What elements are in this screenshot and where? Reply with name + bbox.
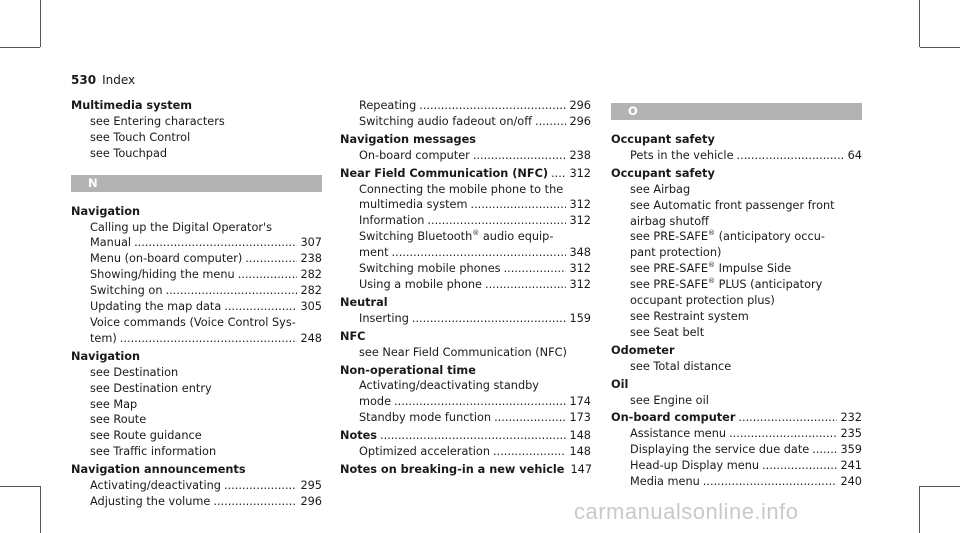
- see-reference[interactable]: airbag shutoff: [630, 214, 709, 228]
- see-reference[interactable]: see Traffic information: [90, 445, 217, 459]
- section-letter-n: N: [71, 175, 322, 192]
- index-entry-non-operational-time: [340, 363, 591, 427]
- index-entry-oil: [611, 377, 862, 409]
- entry-heading: Odometer: [611, 343, 675, 357]
- subentry-text: Activating/deactivating standby: [359, 379, 539, 393]
- subentry-row[interactable]: [340, 277, 591, 293]
- subentry-row[interactable]: [340, 98, 591, 114]
- subentry-label: On-board computer: [359, 148, 470, 162]
- reference-part: see PRE-SAFE: [630, 262, 708, 276]
- see-reference[interactable]: [611, 261, 862, 277]
- see-reference[interactable]: see Total distance: [630, 359, 732, 373]
- subentry-text-part: audio equip-: [479, 230, 554, 244]
- entry-heading: Navigation messages: [340, 132, 477, 146]
- leader-dots: [134, 235, 297, 251]
- subentry-row[interactable]: [71, 251, 322, 267]
- subentry-label: Using a mobile phone: [359, 277, 482, 291]
- subentry-label: Inserting: [359, 311, 409, 325]
- entry-heading: Notes on breaking-in a new vehicle: [340, 462, 565, 476]
- subentry-label: tem): [90, 331, 117, 345]
- subentry-label: Manual: [90, 236, 132, 250]
- subentry-row[interactable]: [340, 394, 591, 410]
- page-ref[interactable]: 148: [569, 429, 591, 443]
- see-reference[interactable]: see Airbag: [630, 182, 691, 196]
- reference-part: (anticipatory occu-: [715, 230, 825, 244]
- registered-mark: ®: [708, 277, 715, 286]
- see-reference[interactable]: see Touch Control: [90, 130, 191, 144]
- leader-dots: [812, 442, 837, 458]
- page-ref[interactable]: 238: [569, 148, 591, 162]
- entry-heading: Navigation announcements: [71, 463, 246, 477]
- leader-dots: [213, 494, 297, 510]
- page-ref[interactable]: 240: [840, 475, 862, 489]
- registered-mark: ®: [708, 261, 715, 270]
- subentry-row[interactable]: [71, 494, 322, 510]
- page-ref[interactable]: 296: [569, 114, 591, 128]
- page-label: Index: [102, 73, 136, 87]
- index-column-2: [340, 98, 591, 480]
- crop-mark: [920, 47, 960, 48]
- see-reference[interactable]: see Automatic front passenger front: [630, 198, 835, 212]
- page-ref[interactable]: 282: [300, 268, 322, 282]
- subentry-label: Activating/deactivating: [90, 479, 221, 493]
- subentry-label: Switching mobile phones: [359, 262, 501, 276]
- index-entry-occupant-safety-see: [611, 166, 862, 341]
- see-reference[interactable]: see Route: [90, 413, 147, 427]
- page-ref[interactable]: 312: [569, 262, 591, 276]
- index-entry-navigation: [71, 204, 322, 347]
- subentry-row[interactable]: [340, 148, 591, 164]
- crop-mark: [40, 0, 41, 47]
- subentry-row[interactable]: [71, 235, 322, 251]
- index-entry-occupant-safety: [611, 132, 862, 164]
- subentry-label: Repeating: [359, 99, 417, 112]
- entry-heading: Navigation: [71, 204, 141, 218]
- subentry-label: Menu (on-board computer): [90, 252, 243, 266]
- index-entry-neutral: [340, 295, 591, 327]
- subentry-row[interactable]: [71, 299, 322, 315]
- leader-dots: [427, 213, 566, 229]
- index-entry-nfc: [340, 166, 591, 293]
- subentry-row[interactable]: [611, 442, 862, 458]
- entry-heading-row[interactable]: [611, 410, 862, 426]
- page-number: 530: [71, 73, 97, 87]
- page-ref[interactable]: 174: [569, 395, 591, 409]
- subentry-row[interactable]: [340, 410, 591, 426]
- entry-heading: On-board computer: [611, 411, 736, 425]
- page-ref[interactable]: 307: [300, 236, 322, 250]
- subentry-label: Assistance menu: [630, 427, 727, 441]
- subentry-row[interactable]: [611, 474, 862, 490]
- subentry-label: Switching on: [90, 284, 163, 298]
- page-ref[interactable]: 64: [847, 148, 862, 162]
- leader-dots: [412, 311, 567, 327]
- leader-dots: [238, 267, 298, 283]
- subentry-row[interactable]: [340, 114, 591, 130]
- subentry-row[interactable]: [71, 267, 322, 283]
- subentry-row[interactable]: [611, 148, 862, 164]
- watermark: carmanualsonline.info: [574, 499, 799, 524]
- leader-dots: [535, 114, 566, 130]
- entry-heading: Notes: [340, 429, 378, 443]
- entry-heading: Non-operational time: [340, 363, 476, 377]
- entry-heading-row[interactable]: [340, 428, 591, 444]
- reference-part: PLUS (anticipatory: [715, 278, 823, 292]
- index-entry-navigation-messages: [340, 132, 591, 164]
- index-entry-navigation-see: [71, 349, 322, 460]
- subentry-label: multimedia system: [359, 198, 468, 212]
- page-ref[interactable]: 282: [300, 284, 322, 298]
- leader-dots: [494, 410, 566, 426]
- subentry-text: Calling up the Digital Operator's: [90, 220, 272, 234]
- subentry-row[interactable]: [71, 331, 322, 347]
- subentry-label: Head-up Display menu: [630, 459, 760, 473]
- subentry-label: Optimized acceleration: [359, 445, 491, 459]
- subentry-row[interactable]: [340, 444, 591, 460]
- subentry-label: Media menu: [630, 475, 700, 489]
- leader-dots: [551, 166, 566, 182]
- leader-dots: [473, 148, 567, 164]
- entry-heading-row[interactable]: [340, 166, 591, 182]
- entry-heading: Oil: [611, 377, 629, 391]
- subentry-row[interactable]: [340, 197, 591, 213]
- subentry-text: Connecting the mobile phone to the: [359, 182, 564, 196]
- subentry-row[interactable]: [71, 283, 322, 299]
- subentry-row[interactable]: [71, 478, 322, 494]
- page-ref[interactable]: 235: [840, 427, 862, 441]
- registered-mark: ®: [472, 229, 480, 238]
- page-ref[interactable]: 312: [569, 198, 591, 212]
- page-ref[interactable]: 312: [569, 214, 591, 228]
- subentry-row[interactable]: [611, 426, 862, 442]
- see-reference[interactable]: see Destination entry: [90, 381, 212, 395]
- page-ref[interactable]: 173: [569, 411, 591, 425]
- page-ref[interactable]: 312: [569, 277, 591, 291]
- leader-dots: [471, 197, 567, 213]
- page-ref[interactable]: 296: [300, 494, 322, 508]
- registered-mark: ®: [708, 229, 715, 238]
- page-ref[interactable]: 232: [840, 411, 862, 425]
- page-ref[interactable]: 147: [570, 462, 593, 476]
- index-entry-notes: [340, 428, 591, 460]
- subentry-row[interactable]: [611, 458, 862, 474]
- crop-mark: [919, 0, 920, 47]
- leader-dots: [224, 299, 297, 315]
- see-reference[interactable]: [611, 277, 862, 293]
- entry-heading: Neutral: [340, 295, 388, 309]
- see-reference[interactable]: [611, 229, 862, 245]
- see-reference[interactable]: see Map: [90, 397, 138, 411]
- leader-dots: [394, 394, 566, 410]
- entry-heading: Occupant safety: [611, 133, 715, 146]
- leader-dots: [504, 261, 567, 277]
- subentry-label: Standby mode function: [359, 411, 492, 425]
- see-reference[interactable]: see Near Field Communication (NFC): [359, 345, 567, 359]
- entry-heading: NFC: [340, 329, 366, 343]
- index-entry-navigation-announcements: [71, 462, 322, 510]
- see-reference[interactable]: see Destination: [90, 365, 179, 379]
- see-reference[interactable]: see Entering characters: [90, 114, 225, 128]
- leader-dots: [737, 148, 845, 164]
- index-entry-odometer: [611, 343, 862, 375]
- subentry-label: Showing/hiding the menu: [90, 268, 235, 282]
- crop-mark: [0, 486, 40, 487]
- subentry-label: ment: [359, 246, 389, 260]
- see-reference[interactable]: pant protection): [630, 246, 722, 260]
- leader-dots: [165, 283, 297, 299]
- reference-part: see PRE-SAFE: [630, 278, 708, 292]
- page-ref[interactable]: 312: [569, 166, 591, 180]
- entry-heading: Multimedia system: [71, 99, 193, 112]
- subentry-label: Pets in the vehicle: [630, 148, 734, 162]
- see-reference[interactable]: see Seat belt: [630, 325, 705, 339]
- page-ref[interactable]: 241: [840, 459, 862, 473]
- page-ref[interactable]: 295: [300, 479, 322, 493]
- crop-mark: [0, 47, 40, 48]
- page-ref[interactable]: 159: [569, 311, 591, 325]
- leader-dots: [392, 245, 567, 261]
- index-entry-multimedia: [71, 98, 322, 162]
- subentry-label: Updating the map data: [90, 300, 222, 314]
- leader-dots: [485, 277, 566, 293]
- subentry-row[interactable]: [340, 261, 591, 277]
- page-ref[interactable]: 296: [569, 99, 591, 112]
- entry-heading-row[interactable]: [340, 462, 591, 478]
- subentry-row[interactable]: [340, 245, 591, 261]
- subentry-row[interactable]: [340, 311, 591, 327]
- index-column-1: [71, 98, 322, 512]
- subentry-text: [340, 229, 591, 245]
- see-reference[interactable]: see Restraint system: [630, 309, 749, 323]
- leader-dots: [703, 474, 838, 490]
- subentry-label: Switching audio fadeout on/off: [359, 114, 532, 128]
- entry-heading: Occupant safety: [611, 166, 715, 180]
- crop-mark: [40, 486, 41, 533]
- leader-dots: [120, 331, 298, 347]
- subentry-row[interactable]: [340, 213, 591, 229]
- subentry-text: Voice commands (Voice Control Sys-: [90, 315, 296, 329]
- page-ref[interactable]: 359: [840, 443, 862, 457]
- subentry-text-part: Switching Bluetooth: [359, 230, 473, 244]
- see-reference[interactable]: see Touchpad: [90, 146, 168, 160]
- subentry-label: Information: [359, 214, 425, 228]
- leader-dots: [419, 98, 566, 114]
- page-ref[interactable]: 238: [300, 252, 322, 266]
- entry-heading: Navigation: [71, 349, 141, 363]
- see-reference[interactable]: see Route guidance: [90, 429, 202, 443]
- leader-dots: [380, 428, 566, 444]
- see-reference[interactable]: see Engine oil: [630, 393, 709, 407]
- leader-dots: [224, 478, 297, 494]
- subentry-label: Adjusting the volume: [90, 494, 211, 508]
- index-entry-notes-breaking-in: [340, 462, 591, 478]
- leader-dots: [245, 251, 297, 267]
- leader-dots: [493, 444, 566, 460]
- see-reference[interactable]: occupant protection plus): [630, 294, 775, 308]
- crop-mark: [919, 486, 920, 533]
- page-header: [71, 73, 135, 87]
- page-ref[interactable]: 248: [300, 331, 322, 345]
- leader-dots: [762, 458, 837, 474]
- page-ref[interactable]: 148: [569, 445, 591, 459]
- crop-mark: [920, 486, 960, 487]
- leader-dots: [729, 426, 837, 442]
- page-ref[interactable]: 305: [300, 300, 322, 314]
- index-entry-nfc-see: [340, 329, 591, 361]
- index-column-3: [611, 98, 862, 492]
- entry-heading: Near Field Communication (NFC): [340, 166, 549, 180]
- subentry-label: Displaying the service due date: [630, 443, 810, 457]
- leader-dots: [738, 410, 837, 426]
- subentry-label: mode: [359, 395, 392, 409]
- section-letter-o: O: [611, 103, 862, 120]
- reference-part: Impulse Side: [715, 262, 792, 276]
- index-entry-continued: [340, 98, 591, 130]
- page-ref[interactable]: 348: [569, 246, 591, 260]
- reference-part: see PRE-SAFE: [630, 230, 708, 244]
- index-entry-on-board-computer: [611, 410, 862, 490]
